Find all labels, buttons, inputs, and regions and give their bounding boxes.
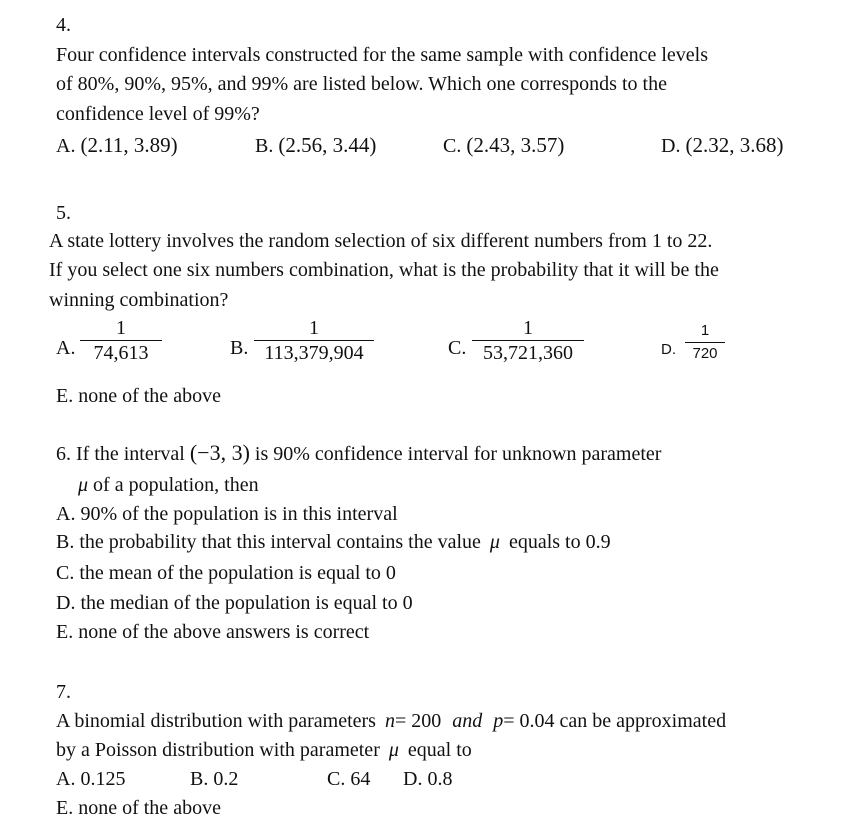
- q5-option-c-numerator: 1: [523, 317, 533, 339]
- q6-line2: [78, 473, 259, 497]
- q4-option-a[interactable]: [56, 133, 178, 158]
- q7-option-c[interactable]: C. 64: [327, 768, 371, 790]
- q5-option-a-denominator: 74,613: [93, 342, 149, 364]
- q4-text-line3: confidence level of 99%?: [56, 103, 260, 125]
- q5-option-a-numerator: 1: [116, 317, 126, 339]
- q4-option-c[interactable]: [443, 133, 564, 158]
- q7-option-a[interactable]: A. 0.125: [56, 768, 126, 790]
- q4-option-c-label: C.: [443, 135, 462, 157]
- q6-line1-suffix: is 90% confidence interval for unknown parameter: [254, 443, 662, 465]
- q7-line2-prefix: by a Poisson distribution with parameter: [56, 739, 380, 761]
- q7-and-word: and: [452, 710, 483, 732]
- q5-option-a-label[interactable]: A.: [56, 337, 76, 359]
- q5-option-d-fraction[interactable]: [685, 322, 725, 363]
- q5-option-e[interactable]: E. none of the above: [56, 385, 221, 407]
- q5-option-d-denominator: 720: [692, 345, 718, 362]
- fraction-bar: [80, 340, 162, 341]
- q4-option-d-label: D.: [661, 135, 681, 157]
- q7-param-p: p: [493, 710, 504, 732]
- q7-param-n-value: = 200: [394, 710, 442, 732]
- q6-option-b-suffix: equals to 0.9: [508, 531, 611, 553]
- q5-option-c-label[interactable]: C.: [448, 337, 467, 359]
- q7-line2-suffix: equal to: [407, 739, 472, 761]
- q4-number: 4.: [56, 14, 71, 36]
- q4-option-d[interactable]: [661, 133, 783, 158]
- q4-text-line1: Four confidence intervals constructed for the same sample with confidence levels: [56, 44, 708, 66]
- q7-option-e[interactable]: E. none of the above: [56, 797, 221, 819]
- q4-option-a-value: (2.11, 3.89): [80, 133, 178, 157]
- q6-option-e[interactable]: E. none of the above answers is correct: [56, 621, 370, 643]
- q5-option-b-label[interactable]: B.: [230, 337, 249, 359]
- q4-option-c-value: (2.43, 3.57): [466, 133, 565, 157]
- q7-line1-prefix: A binomial distribution with parameters: [56, 710, 376, 732]
- q6-line2-text: of a population, then: [93, 474, 259, 496]
- q4-option-a-label: A.: [56, 135, 76, 157]
- q6-option-c[interactable]: C. the mean of the population is equal to 0: [56, 562, 396, 584]
- q5-text-line1: A state lottery involves the random selection of six different numbers from 1 to 22.: [49, 230, 713, 252]
- q6-interval: (−3, 3): [189, 440, 250, 465]
- q6-option-b-prefix: B. the probability that this interval contains the value: [56, 531, 481, 553]
- q5-option-b-fraction[interactable]: [254, 318, 374, 363]
- mu-symbol: μ: [489, 531, 500, 553]
- q7-option-b[interactable]: B. 0.2: [190, 768, 239, 790]
- mu-symbol: μ: [388, 739, 399, 761]
- q4-option-d-value: (2.32, 3.68): [685, 133, 784, 157]
- q6-line1-prefix: 6. If the interval: [56, 443, 185, 465]
- q7-number: 7.: [56, 681, 71, 703]
- q4-option-b[interactable]: [255, 133, 376, 158]
- q5-option-a-fraction[interactable]: [80, 318, 162, 363]
- fraction-bar: [254, 340, 374, 341]
- q6-option-a[interactable]: A. 90% of the population is in this interval: [56, 503, 398, 525]
- q5-option-c-fraction[interactable]: [472, 318, 584, 363]
- q5-number: 5.: [56, 202, 71, 224]
- q5-option-b-numerator: 1: [309, 317, 319, 339]
- q4-option-b-value: (2.56, 3.44): [278, 133, 377, 157]
- q5-text-line3: winning combination?: [49, 289, 229, 311]
- q5-option-d-numerator: 1: [700, 322, 710, 339]
- q5-text-line2: If you select one six numbers combination, what is the probability that it will be the: [49, 259, 719, 281]
- q7-option-d[interactable]: D. 0.8: [403, 768, 453, 790]
- q7-line1-suffix: can be approximated: [559, 710, 727, 732]
- fraction-bar: [472, 340, 584, 341]
- q4-text-line2: of 80%, 90%, 95%, and 99% are listed below. Which one corresponds to the: [56, 73, 667, 95]
- mu-symbol: μ: [78, 474, 89, 496]
- q7-line2: [56, 738, 472, 762]
- q6-option-d[interactable]: D. the median of the population is equal to 0: [56, 592, 413, 614]
- q6-option-b[interactable]: [56, 530, 611, 554]
- q5-option-d-label[interactable]: D.: [661, 341, 676, 358]
- q5-option-b-denominator: 113,379,904: [264, 342, 364, 364]
- q5-option-c-denominator: 53,721,360: [483, 342, 573, 364]
- fraction-bar: [685, 342, 725, 343]
- q6-line1: [56, 441, 661, 466]
- q4-option-b-label: B.: [255, 135, 274, 157]
- q7-line1: [56, 709, 726, 733]
- q7-param-n: n: [384, 710, 395, 732]
- q7-param-p-value: = 0.04: [503, 710, 555, 732]
